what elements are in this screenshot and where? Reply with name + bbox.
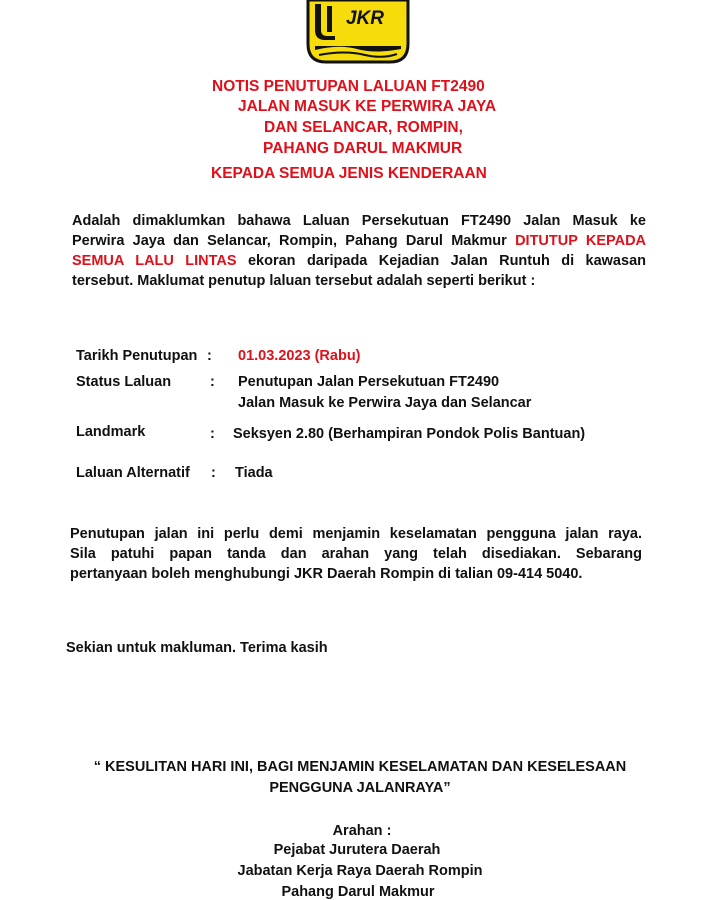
- intro-paragraph: [72, 211, 646, 291]
- signature-line-1: Pejabat Jurutera Daerah: [273, 842, 441, 858]
- date-value: 01.03.2023 (Rabu): [238, 348, 361, 364]
- intro-line-4: tersebut. Maklumat penutup laluan tersebut adalah seperti berikut :: [72, 273, 536, 289]
- landmark-colon: :: [210, 426, 215, 442]
- status-colon: :: [210, 374, 215, 390]
- alternative-route-colon: :: [211, 465, 216, 481]
- intro-line-3: [72, 251, 646, 271]
- slogan-line-1: “ KESULITAN HARI INI, BAGI MENJAMIN KESELAMATAN DAN KESELESAAN: [93, 759, 627, 775]
- alternative-route-label: Laluan Alternatif: [76, 465, 190, 481]
- date-label: Tarikh Penutupan: [76, 348, 198, 364]
- body-line-1: Penutupan jalan ini perlu demi menjamin keselamatan pengguna jalan raya.: [70, 526, 642, 542]
- notice-title-line-3: DAN SELANCAR, ROMPIN,: [264, 119, 463, 136]
- notice-title-line-5: KEPADA SEMUA JENIS KENDERAAN: [211, 165, 487, 182]
- closing-text: Sekian untuk makluman. Terima kasih: [66, 640, 328, 656]
- body-paragraph: [70, 524, 642, 584]
- notice-title-line-1: NOTIS PENUTUPAN LALUAN FT2490: [212, 78, 485, 95]
- body-line-3: pertanyaan boleh menghubungi JKR Daerah Rompin di talian 09-414 5040.: [70, 566, 583, 582]
- intro-line-2-text: Perwira Jaya dan Selancar, Rompin, Pahang Darul Makmur: [72, 233, 507, 249]
- slogan-line-2: PENGGUNA JALANRAYA”: [269, 780, 451, 796]
- notice-title-line-2: JALAN MASUK KE PERWIRA JAYA: [238, 98, 497, 115]
- jkr-logo: [305, 0, 411, 64]
- date-colon: :: [207, 348, 212, 364]
- body-line-2: Sila patuhi papan tanda dan arahan yang telah disediakan. Sebarang: [70, 546, 642, 562]
- intro-line-3-text: ekoran daripada Kejadian Jalan Runtuh di kawasan: [247, 253, 646, 269]
- notice-title-line-4: PAHANG DARUL MAKMUR: [263, 140, 463, 157]
- status-value-line-1: Penutupan Jalan Persekutuan FT2490: [238, 374, 500, 390]
- status-label: Status Laluan: [76, 374, 172, 390]
- signature-line-2: Jabatan Kerja Raya Daerah Rompin: [237, 863, 483, 879]
- jkr-logo-text: JKR: [345, 8, 385, 29]
- signature-line-3: Pahang Darul Makmur: [281, 884, 435, 900]
- landmark-value: Seksyen 2.80 (Berhampiran Pondok Polis Bantuan): [233, 426, 586, 442]
- alternative-route-value: Tiada: [235, 465, 273, 481]
- closure-highlight-1: DITUTUP KEPADA: [515, 233, 647, 249]
- signature-arahan: Arahan :: [332, 823, 392, 839]
- intro-line-1: Adalah dimaklumkan bahawa Laluan Persekutuan FT2490 Jalan Masuk ke: [72, 213, 646, 229]
- intro-line-2: [72, 231, 646, 251]
- landmark-label: Landmark: [76, 424, 146, 440]
- closure-highlight-2: SEMUA LALU LINTAS: [72, 253, 237, 269]
- status-value-line-2: Jalan Masuk ke Perwira Jaya dan Selancar: [238, 395, 532, 411]
